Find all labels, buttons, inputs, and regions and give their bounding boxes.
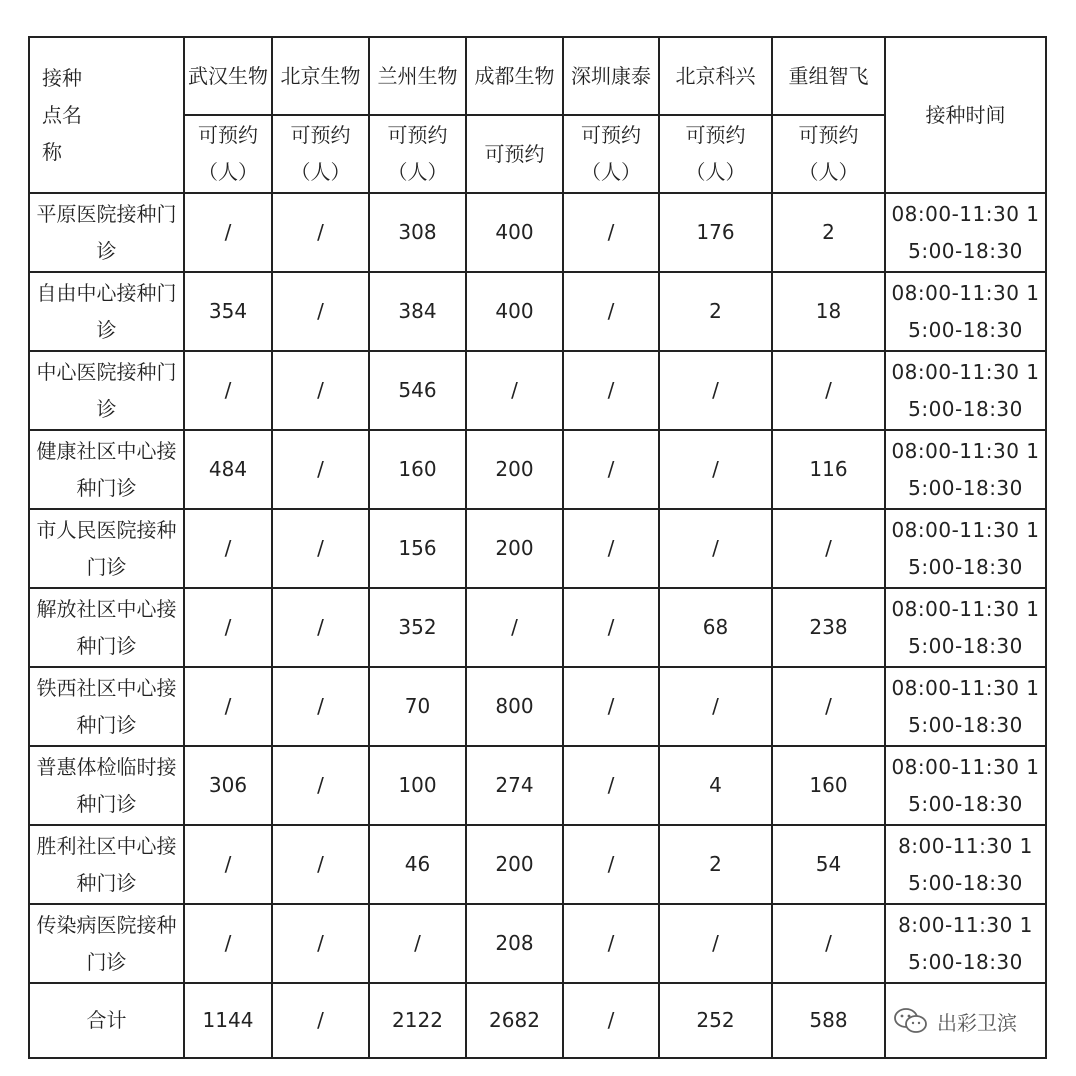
site-name: 胜利社区中心接种门诊 xyxy=(29,825,184,904)
count-cell: / xyxy=(563,193,659,272)
count-cell: / xyxy=(659,351,772,430)
table-row xyxy=(29,825,1046,904)
count-cell: / xyxy=(659,509,772,588)
count-cell: 546 xyxy=(369,351,466,430)
count-cell: / xyxy=(466,588,563,667)
count-cell: 156 xyxy=(369,509,466,588)
count-cell: / xyxy=(659,430,772,509)
count-cell: / xyxy=(772,509,885,588)
count-cell: 176 xyxy=(659,193,772,272)
site-name: 解放社区中心接种门诊 xyxy=(29,588,184,667)
count-cell: 274 xyxy=(466,746,563,825)
sub-label: 可预约（人） xyxy=(563,115,659,193)
count-cell: 484 xyxy=(184,430,272,509)
site-name: 自由中心接种门诊 xyxy=(29,272,184,351)
watermark-text: 出彩卫滨 xyxy=(937,1010,1017,1035)
count-cell: / xyxy=(272,746,369,825)
count-cell: 100 xyxy=(369,746,466,825)
count-cell: / xyxy=(272,351,369,430)
time-cell: 08:00-11:30 15:00-18:30 xyxy=(885,351,1046,430)
count-cell: / xyxy=(563,667,659,746)
total-label: 合计 xyxy=(29,983,184,1058)
wechat-icon xyxy=(893,1006,929,1036)
count-cell: / xyxy=(272,825,369,904)
count-cell: / xyxy=(184,193,272,272)
time-cell: 08:00-11:30 15:00-18:30 xyxy=(885,746,1046,825)
site-name: 中心医院接种门诊 xyxy=(29,351,184,430)
count-cell: 70 xyxy=(369,667,466,746)
count-cell: / xyxy=(272,667,369,746)
table-row xyxy=(29,588,1046,667)
table-row xyxy=(29,351,1046,430)
count-cell: 160 xyxy=(369,430,466,509)
count-cell: 306 xyxy=(184,746,272,825)
count-cell: 2 xyxy=(659,272,772,351)
sub-label: 可预约 xyxy=(466,115,563,193)
count-cell: / xyxy=(184,588,272,667)
count-cell: / xyxy=(659,904,772,983)
sub-label: 可预约（人） xyxy=(772,115,885,193)
count-cell: / xyxy=(184,825,272,904)
count-cell: / xyxy=(563,746,659,825)
time-cell: 8:00-11:30 15:00-18:30 xyxy=(885,825,1046,904)
count-cell: 352 xyxy=(369,588,466,667)
time-header: 接种时间 xyxy=(885,37,1046,193)
count-cell: 2 xyxy=(772,193,885,272)
count-cell: 160 xyxy=(772,746,885,825)
time-cell: 08:00-11:30 15:00-18:30 xyxy=(885,272,1046,351)
count-cell: 2 xyxy=(659,825,772,904)
count-cell: 18 xyxy=(772,272,885,351)
count-cell: 200 xyxy=(466,430,563,509)
time-cell: 08:00-11:30 15:00-18:30 xyxy=(885,430,1046,509)
count-cell: / xyxy=(272,588,369,667)
count-cell: 400 xyxy=(466,193,563,272)
table-row xyxy=(29,746,1046,825)
count-cell: / xyxy=(272,193,369,272)
count-cell: / xyxy=(272,430,369,509)
sub-label: 可预约（人） xyxy=(272,115,369,193)
site-name: 传染病医院接种门诊 xyxy=(29,904,184,983)
count-cell: / xyxy=(563,509,659,588)
count-cell: 208 xyxy=(466,904,563,983)
count-cell: 400 xyxy=(466,272,563,351)
corner-line: 称 xyxy=(42,139,62,164)
vendor-header: 北京科兴 xyxy=(659,37,772,115)
count-cell: 46 xyxy=(369,825,466,904)
site-name: 市人民医院接种门诊 xyxy=(29,509,184,588)
count-cell: / xyxy=(369,904,466,983)
site-name: 平原医院接种门诊 xyxy=(29,193,184,272)
corner-header xyxy=(29,37,184,193)
time-cell: 08:00-11:30 15:00-18:30 xyxy=(885,509,1046,588)
total-cell: / xyxy=(563,983,659,1058)
table-body xyxy=(29,193,1046,983)
count-cell: 800 xyxy=(466,667,563,746)
corner-line: 接种 xyxy=(42,65,82,90)
vendor-header: 北京生物 xyxy=(272,37,369,115)
table-row xyxy=(29,193,1046,272)
time-cell: 8:00-11:30 15:00-18:30 xyxy=(885,904,1046,983)
sub-label: 可预约（人） xyxy=(184,115,272,193)
table-row xyxy=(29,272,1046,351)
count-cell: / xyxy=(659,667,772,746)
count-cell: 4 xyxy=(659,746,772,825)
count-cell: / xyxy=(184,509,272,588)
count-cell: / xyxy=(772,904,885,983)
vendor-header: 兰州生物 xyxy=(369,37,466,115)
table-row xyxy=(29,430,1046,509)
count-cell: 68 xyxy=(659,588,772,667)
sub-label: 可预约（人） xyxy=(659,115,772,193)
total-cell: 2122 xyxy=(369,983,466,1058)
total-cell: 1144 xyxy=(184,983,272,1058)
count-cell: 200 xyxy=(466,509,563,588)
count-cell: / xyxy=(466,351,563,430)
watermark xyxy=(893,1006,1017,1036)
time-cell: 08:00-11:30 15:00-18:30 xyxy=(885,588,1046,667)
time-cell: 08:00-11:30 15:00-18:30 xyxy=(885,193,1046,272)
time-cell: 08:00-11:30 15:00-18:30 xyxy=(885,667,1046,746)
site-name: 健康社区中心接种门诊 xyxy=(29,430,184,509)
count-cell: / xyxy=(772,351,885,430)
vendor-header: 武汉生物 xyxy=(184,37,272,115)
count-cell: / xyxy=(563,904,659,983)
count-cell: / xyxy=(772,667,885,746)
count-cell: 308 xyxy=(369,193,466,272)
vendor-header: 成都生物 xyxy=(466,37,563,115)
table-row xyxy=(29,667,1046,746)
vaccine-table xyxy=(28,36,1047,1059)
total-cell: 252 xyxy=(659,983,772,1058)
table-row xyxy=(29,904,1046,983)
site-name: 铁西社区中心接种门诊 xyxy=(29,667,184,746)
count-cell: / xyxy=(563,430,659,509)
total-cell: 588 xyxy=(772,983,885,1058)
count-cell: / xyxy=(272,272,369,351)
count-cell: / xyxy=(563,588,659,667)
vendor-header: 重组智飞 xyxy=(772,37,885,115)
count-cell: 384 xyxy=(369,272,466,351)
count-cell: / xyxy=(184,904,272,983)
count-cell: / xyxy=(563,825,659,904)
count-cell: / xyxy=(563,272,659,351)
count-cell: 200 xyxy=(466,825,563,904)
count-cell: / xyxy=(184,351,272,430)
total-cell: 2682 xyxy=(466,983,563,1058)
sub-label: 可预约（人） xyxy=(369,115,466,193)
count-cell: 238 xyxy=(772,588,885,667)
site-name: 普惠体检临时接种门诊 xyxy=(29,746,184,825)
corner-line: 点名 xyxy=(42,102,82,127)
table-row xyxy=(29,509,1046,588)
vendor-header: 深圳康泰 xyxy=(563,37,659,115)
count-cell: / xyxy=(272,509,369,588)
count-cell: / xyxy=(272,904,369,983)
count-cell: / xyxy=(563,351,659,430)
count-cell: 54 xyxy=(772,825,885,904)
count-cell: 116 xyxy=(772,430,885,509)
count-cell: 354 xyxy=(184,272,272,351)
total-cell: / xyxy=(272,983,369,1058)
count-cell: / xyxy=(184,667,272,746)
